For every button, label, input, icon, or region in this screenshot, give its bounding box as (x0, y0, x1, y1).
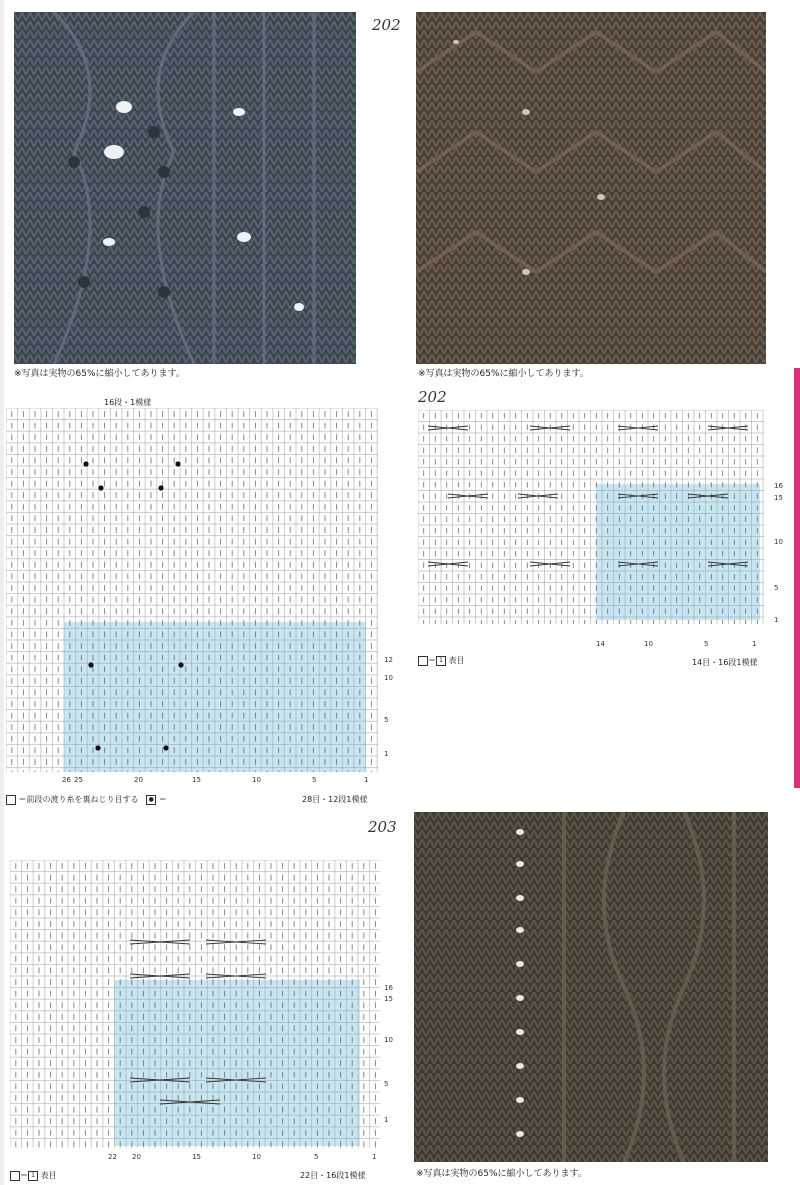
row-number: 1 (774, 616, 779, 624)
row-number: 10 (384, 1036, 393, 1044)
col-number: 5 (314, 1153, 319, 1161)
row-number: 1 (384, 750, 389, 758)
legend-key-box (6, 795, 16, 805)
col-number: 5 (704, 640, 709, 648)
legend-bobble-box: ● (146, 795, 156, 805)
chart-203 (10, 860, 380, 1150)
col-number: 15 (192, 776, 201, 784)
chart-201 (6, 408, 378, 780)
repeat-label-201: 28目・12段1模様 (302, 795, 368, 804)
col-number: 14 (596, 640, 605, 648)
row-number: 5 (774, 584, 779, 592)
pattern-number-203: 203 (368, 818, 397, 836)
col-number: 10 (252, 1153, 261, 1161)
repeat-top-201: 16段・1模様 (104, 398, 152, 407)
photo-caption-202: ※写真は実物の65%に縮小してあります。 (418, 369, 589, 379)
col-number: 10 (644, 640, 653, 648)
legend-202: ＝ 1 表目 (418, 655, 465, 666)
legend-key-box (10, 1171, 20, 1181)
section-tab (794, 368, 800, 788)
legend-201: ＝前段の渡り糸を裏ねじり目する ● ＝ (6, 794, 167, 805)
col-number: 26 (62, 776, 71, 784)
col-number: 15 (192, 1153, 201, 1161)
col-number: 1 (372, 1153, 377, 1161)
legend-symbol-box: 1 (28, 1171, 38, 1181)
col-number: 10 (252, 776, 261, 784)
repeat-label-202: 14目・16段1模様 (692, 658, 758, 667)
row-number: 16 (774, 482, 783, 490)
row-number: 5 (384, 716, 389, 724)
swatch-photo-201 (14, 12, 356, 364)
row-number: 15 (774, 494, 783, 502)
page-gutter (0, 0, 4, 1185)
chart-202 (418, 410, 764, 626)
swatch-photo-203 (414, 812, 768, 1162)
col-number: 5 (312, 776, 317, 784)
col-number: 20 (134, 776, 143, 784)
legend-203: ＝ 1 表目 (10, 1170, 57, 1181)
legend-key-box (418, 656, 428, 666)
chart-number-202: 202 (418, 388, 447, 406)
repeat-label-203: 22目・16段1模様 (300, 1171, 366, 1180)
photo-caption-203: ※写真は実物の65%に縮小してあります。 (416, 1169, 587, 1179)
row-number: 12 (384, 656, 393, 664)
row-number: 10 (384, 674, 393, 682)
legend-symbol-box: 1 (436, 656, 446, 666)
col-number: 25 (74, 776, 83, 784)
col-number: 1 (364, 776, 369, 784)
row-number: 1 (384, 1116, 389, 1124)
photo-caption-201: ※写真は実物の65%に縮小してあります。 (14, 369, 185, 379)
row-number: 5 (384, 1080, 389, 1088)
col-number: 22 (108, 1153, 117, 1161)
col-number: 20 (132, 1153, 141, 1161)
row-number: 10 (774, 538, 783, 546)
swatch-photo-202 (416, 12, 766, 364)
pattern-number-202: 202 (372, 16, 401, 34)
col-number: 1 (752, 640, 757, 648)
row-number: 16 (384, 984, 393, 992)
row-number: 15 (384, 995, 393, 1003)
